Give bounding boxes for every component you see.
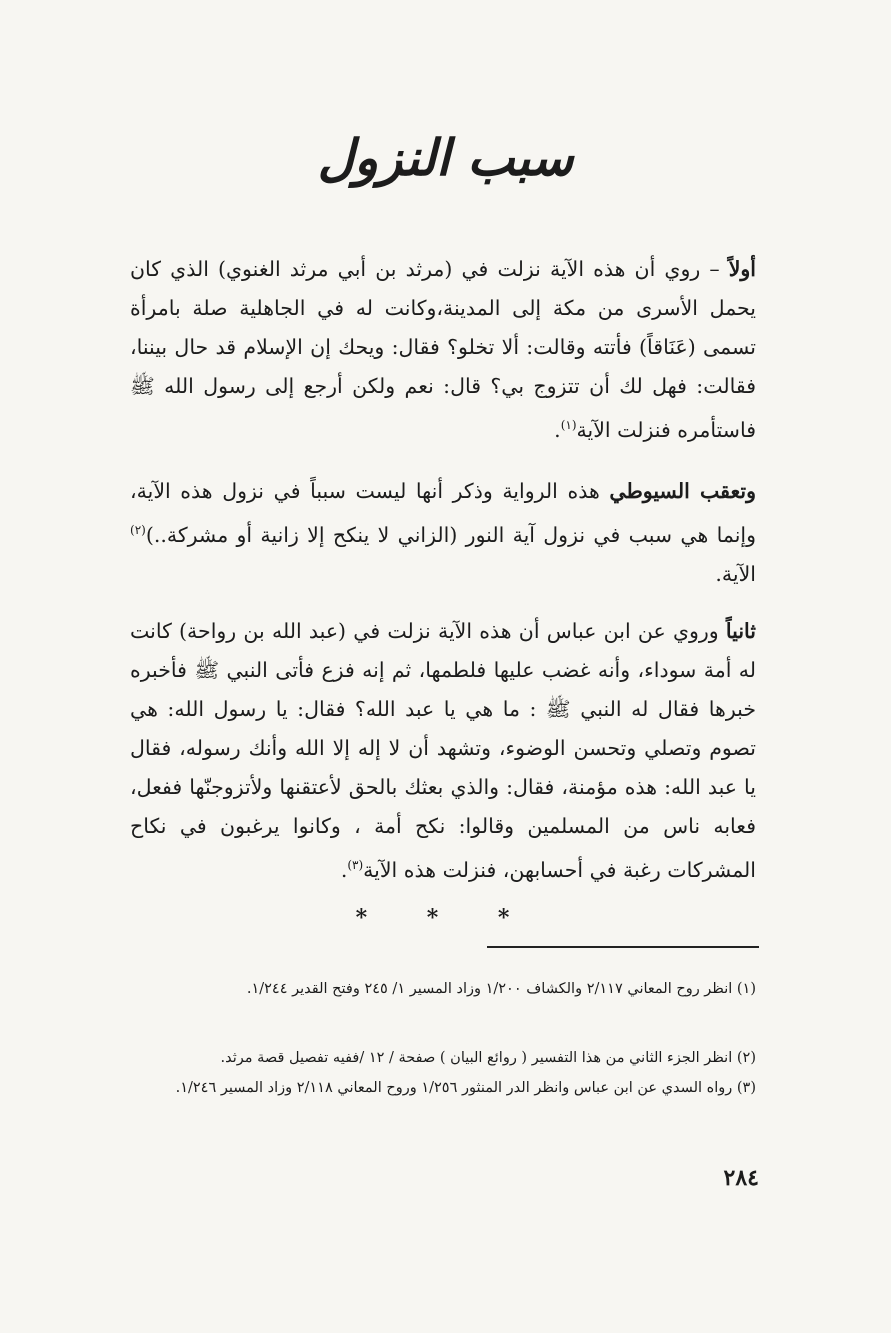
paragraph-lead: وتعقب السيوطي [609,479,756,503]
page-number: ٢٨٤ [723,1165,759,1191]
paragraph-end: . [340,857,348,882]
footnote-divider [487,946,759,948]
section-separator: * * * [355,905,536,931]
paragraph-end: . [554,417,561,442]
paragraph-text: – روي أن هذه الآية نزلت في (مرثد بن أبي مرثد الغنوي) الذي كان يحمل الأسرى من مكة إلى المدينة،وكانت له في الجاهلية صلة بامرأة تسمى (عَنَاقاً) فأتته وقالت: ألا تخلو؟ فقال: ويحك إن الإسلام قد حال بيننا، فقالت: فهل لك أن تتزوج بي؟ قال: نعم ولكن أرجع إلى رسول الله ﷺ فاستأمره فنزلت الآية [130,257,756,442]
footnote-2: (٢) انظر الجزء الثاني من هذا التفسير ( روائع البيان ) صفحة / ١٢ /ففيه تفصيل قصة مرثد. [220,1050,756,1066]
paragraph-lead: أولاً [728,257,756,281]
footnote-1: (١) انظر روح المعاني ٢/١١٧ والكشاف ١/٢٠٠ وزاد المسير ١/ ٢٤٥ وفتح القدير ١/٢٤٤. [246,981,756,997]
paragraph-first-narration [130,250,756,450]
paragraph-text: هذه الرواية وذكر أنها ليست سبباً في نزول هذه الآية، وإنما هي سبب في نزول آية النور (الزاني لا ينكح إلا زانية أو مشركة..) [130,479,756,547]
footnote-reference[interactable]: (٢) [130,523,146,537]
paragraph-suyuti-comment [130,472,756,594]
paragraph-text: وروي عن ابن عباس أن هذه الآية نزلت في (عبد الله بن رواحة) كانت له أمة سوداء، وأنه غضب عليها فلطمها، ثم إنه فزع فأتى النبي ﷺ فأخبره خبرها فقال له النبي ﷺ : ما هي يا عبد الله؟ فقال: يا رسول الله: هي تصوم وتصلي وتحسن الوضوء، وتشهد أن لا إله إلا الله وأنك رسوله، فقال يا عبد الله: هذه مؤمنة، فقال: والذي بعثك بالحق لأعتقنها ولأتزوجنّها ففعل، فعابه ناس من المسلمين وقالوا: نكح أمة ، وكانوا يرغبون في نكاح المشركات رغبة في أحسابهن، فنزلت هذه الآية [130,619,756,882]
footnote-reference[interactable]: (١) [560,418,577,432]
paragraph-lead: ثانياً [725,619,756,643]
paragraph-end: الآية. [715,561,756,586]
footnote-3: (٣) رواه السدي عن ابن عباس وانظر الدر المنثور ١/٢٥٦ وروح المعاني ٢/١١٨ وزاد المسير ١/٢٤٦. [175,1080,756,1096]
paragraph-second-narration [130,612,756,890]
section-heading: سبب النزول [317,128,574,187]
footnote-reference[interactable]: (٣) [347,858,364,872]
